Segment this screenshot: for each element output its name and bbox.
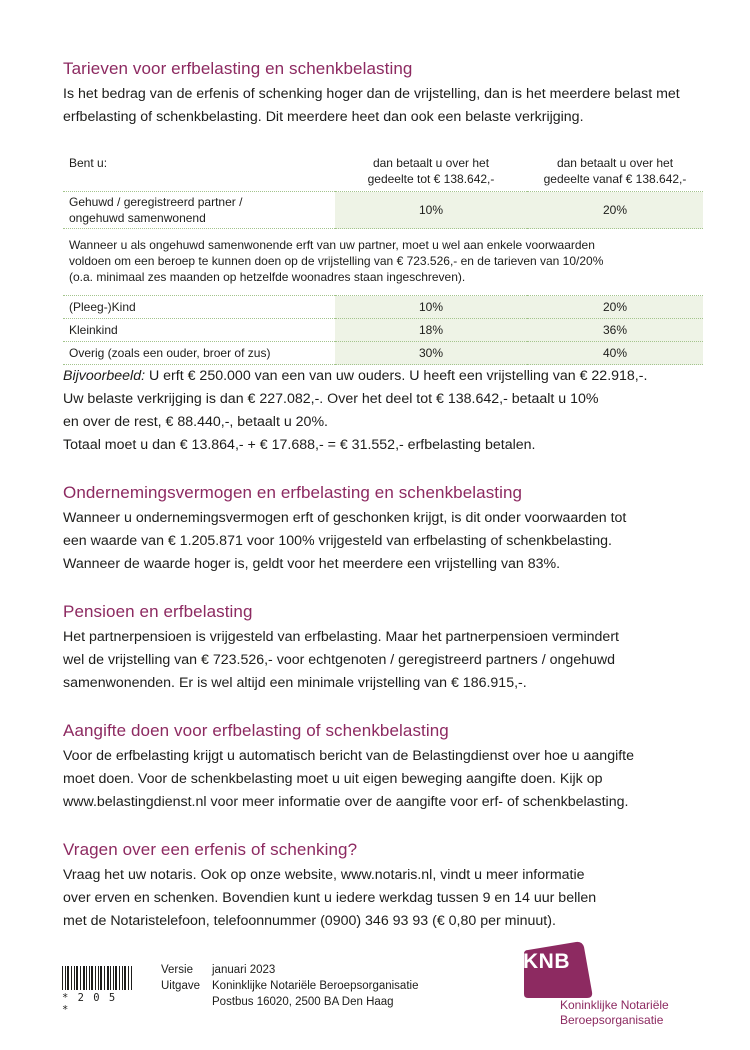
- section3-line2: wel de vrijstelling van € 723.526,- voor echtgenoten / geregistreerd partners / ongehuwd: [63, 652, 616, 668]
- section-vragen: [63, 839, 703, 933]
- document-page: [63, 58, 703, 933]
- section4-line3: www.belastingdienst.nl voor meer informatie over de aangifte voor erf- of schenkbelasting.: [63, 794, 629, 810]
- table-header-col2-line2: gedeelte vanaf € 138.642,-: [543, 172, 687, 186]
- barcode-number: * 2 0 5 *: [62, 992, 117, 1016]
- table-row: [63, 296, 703, 319]
- rates-table: [63, 155, 703, 365]
- knb-logo-name: [560, 998, 669, 1028]
- section-title-pensioen: Pensioen en erfbelasting: [63, 602, 253, 621]
- meta-versie-label: Versie: [161, 964, 193, 976]
- barcode-icon: [62, 966, 132, 990]
- section5-line3: met de Notaristelefoon, telefoonnummer (0900) 346 93 93 (€ 0,80 per minuut).: [63, 913, 556, 929]
- section-title-ondernemingsvermogen: Ondernemingsvermogen en erfbelasting en schenkbelasting: [63, 483, 523, 502]
- table-cell-rate-low: 10%: [335, 192, 527, 229]
- table-cell-label: Kleinkind: [63, 319, 335, 342]
- table-header-row: [63, 155, 703, 192]
- meta-uitgave-address: [161, 994, 418, 1010]
- section5-line2: over erven en schenken. Bovendien kunt u iedere werkdag tussen 9 en 14 uur bellen: [63, 890, 597, 906]
- section-title-tarieven: Tarieven voor erfbelasting en schenkbelasting: [63, 59, 413, 78]
- section-body-vragen: [63, 864, 703, 933]
- table-header-col2: [527, 155, 703, 192]
- section-intro-tarieven: Is het bedrag van de erfenis of schenking hoger dan de vrijstelling, dan is het meerdere belast met erfbelasting of schenkbelasting. Dit meerdere heet dan ook een belaste verkrijging.: [63, 86, 680, 125]
- table-note-line1: Wanneer u als ongehuwd samenwonende erft van uw partner, moet u wel aan enkele voorwaarden: [69, 238, 595, 252]
- section4-line1: Voor de erfbelasting krijgt u automatisch bericht van de Belastingdienst over hoe u aangifte: [63, 748, 635, 764]
- section2-line1: Wanneer u ondernemingsvermogen erft of geschonken krijgt, is dit onder voorwaarden tot: [63, 510, 627, 526]
- table-header-col1: [335, 155, 527, 192]
- table-note: [63, 229, 703, 296]
- table-cell-label: (Pleeg-)Kind: [63, 296, 335, 319]
- section4-line2: moet doen. Voor de schenkbelasting moet u uit eigen beweging aangifte doen. Kijk op: [63, 771, 603, 787]
- table-cell-rate-high: 20%: [527, 192, 703, 229]
- knb-logo: [514, 940, 714, 1040]
- knb-logo-text: KNB: [523, 950, 570, 973]
- footer: [62, 950, 702, 1042]
- knb-logo-name-line2: Beroepsorganisatie: [560, 1013, 664, 1027]
- table-header-bent-u: Bent u:: [69, 156, 108, 170]
- example-paragraph: [63, 365, 703, 457]
- table-cell-rate-high: 36%: [527, 319, 703, 342]
- row1-label-line2: ongehuwd samenwonend: [69, 211, 206, 225]
- section3-line1: Het partnerpensioen is vrijgesteld van erfbelasting. Maar het partnerpensioen vermindert: [63, 629, 619, 645]
- section-body-ondernemingsvermogen: [63, 507, 703, 576]
- table-cell-rate-high: 20%: [527, 296, 703, 319]
- knb-logo-name-line1: Koninklijke Notariële: [560, 998, 669, 1012]
- meta-uitgave-value1: Koninklijke Notariële Beroepsorganisatie: [212, 980, 419, 992]
- section-title-aangifte: Aangifte doen voor erfbelasting of schenkbelasting: [63, 721, 449, 740]
- section2-line2: een waarde van € 1.205.871 voor 100% vrijgesteld van erfbelasting of schenkbelasting.: [63, 533, 612, 549]
- example-line1: U erft € 250.000 van een van uw ouders. U heeft een vrijstelling van € 22.918,-.: [145, 368, 648, 384]
- example-line3: en over de rest, € 88.440,-, betaalt u 20%.: [63, 414, 329, 430]
- section-ondernemingsvermogen: [63, 482, 703, 576]
- table-row-gehuwd: [63, 192, 703, 229]
- section-aangifte: [63, 720, 703, 814]
- table-cell-label: Overig (zoals een ouder, broer of zus): [63, 342, 335, 365]
- row1-label-line1: Gehuwd / geregistreerd partner /: [69, 195, 243, 209]
- table-header-col1-line2: gedeelte tot € 138.642,-: [367, 172, 495, 186]
- section-body-pensioen: [63, 626, 703, 695]
- example-line4: Totaal moet u dan € 13.864,- + € 17.688,- = € 31.552,- erfbelasting betalen.: [63, 437, 536, 453]
- meta-uitgave: [161, 978, 418, 994]
- table-note-line2: voldoen om een beroep te kunnen doen op de vrijstelling van € 723.526,- en de tarieven van 10/20%: [69, 254, 604, 268]
- section-title-vragen: Vragen over een erfenis of schenking?: [63, 840, 358, 859]
- table-note-line3: (o.a. minimaal zes maanden op hetzelfde woonadres staan ingeschreven).: [69, 270, 466, 284]
- table-cell-label: [63, 192, 335, 229]
- table-cell-rate-high: 40%: [527, 342, 703, 365]
- table-cell-rate-low: 10%: [335, 296, 527, 319]
- example-lead: Bijvoorbeeld:: [63, 368, 146, 384]
- meta-versie-value: januari 2023: [212, 964, 276, 976]
- section2-line3: Wanneer de waarde hoger is, geldt voor het meerdere een vrijstelling van 83%.: [63, 556, 561, 572]
- publication-meta: [161, 962, 418, 1010]
- table-header-col2-line1: dan betaalt u over het: [556, 156, 674, 170]
- table-row: [63, 342, 703, 365]
- section-pensioen: [63, 601, 703, 695]
- meta-uitgave-value2: Postbus 16020, 2500 BA Den Haag: [212, 996, 394, 1008]
- table-cell-rate-low: 30%: [335, 342, 527, 365]
- section3-line3: samenwonenden. Er is wel altijd een minimale vrijstelling van € 186.915,-.: [63, 675, 527, 691]
- table-cell-rate-low: 18%: [335, 319, 527, 342]
- table-row: [63, 319, 703, 342]
- meta-uitgave-label: Uitgave: [161, 980, 200, 992]
- section5-line1: Vraag het uw notaris. Ook op onze website, www.notaris.nl, vindt u meer informatie: [63, 867, 585, 883]
- example-line2: Uw belaste verkrijging is dan € 227.082,-. Over het deel tot € 138.642,- betaalt u 10%: [63, 391, 599, 407]
- table-header-col1-line1: dan betaalt u over het: [372, 156, 490, 170]
- table-note-row: [63, 229, 703, 296]
- meta-versie: [161, 962, 418, 978]
- section-body-aangifte: [63, 745, 703, 814]
